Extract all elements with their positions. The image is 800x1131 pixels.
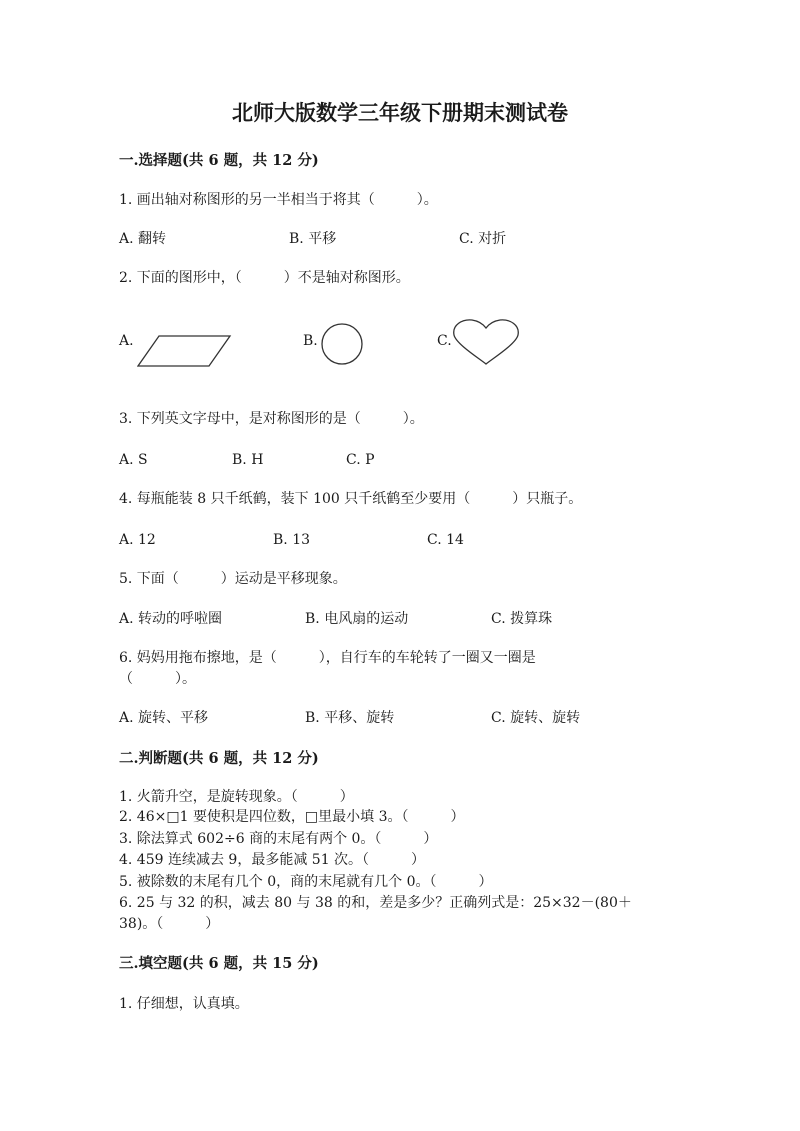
question-2-option-c: C. xyxy=(437,333,452,349)
question-6-option-c: C. 旋转、旋转 xyxy=(491,710,581,726)
question-5-stem: 5. 下面（ ）运动是平移现象。 xyxy=(119,571,347,587)
question-2-option-a: A. xyxy=(119,333,134,349)
question-1-option-a: A. 翻转 xyxy=(119,231,167,247)
question-2-option-b: B. xyxy=(303,333,318,349)
question-3-option-a: A. S xyxy=(119,452,148,468)
question-1-option-b: B. 平移 xyxy=(289,231,337,247)
question-5-option-a: A. 转动的呼啦圈 xyxy=(119,611,223,627)
question-2-stem: 2. 下面的图形中，（ ）不是轴对称图形。 xyxy=(119,270,410,286)
question-1-stem: 1. 画出轴对称图形的另一半相当于将其（ ）。 xyxy=(119,192,438,208)
parallelogram-figure xyxy=(137,333,233,369)
question-3-option-c: C. P xyxy=(346,452,375,468)
fill-blank-question-1: 1. 仔细想，认真填。 xyxy=(119,996,249,1012)
judgment-item-1: 1. 火箭升空，是旋转现象。（ ） xyxy=(119,789,354,805)
judgment-item-2: 2. 46×□1 要使积是四位数，□里最小填 3。（ ） xyxy=(119,809,465,825)
judgment-item-4: 4. 459 连续减去 9，最多能减 51 次。（ ） xyxy=(119,852,426,868)
question-5-option-b: B. 电风扇的运动 xyxy=(305,611,409,627)
question-6-option-b: B. 平移、旋转 xyxy=(305,710,395,726)
circle-figure xyxy=(320,322,366,368)
heart-figure xyxy=(450,318,522,368)
question-3-option-b: B. H xyxy=(232,452,264,468)
question-4-stem: 4. 每瓶能装 8 只千纸鹤，装下 100 只千纸鹤至少要用（ ）只瓶子。 xyxy=(119,491,583,507)
question-4-option-b: B. 13 xyxy=(273,532,311,548)
question-6-stem-line1: 6. 妈妈用拖布擦地，是（ ），自行车的车轮转了一圈又一圈是 xyxy=(119,650,536,666)
section-heading-judgment: 二.判断题(共 6 题，共 12 分) xyxy=(119,750,319,767)
question-6-stem-line2: （ ）。 xyxy=(119,671,196,687)
question-6-option-a: A. 旋转、平移 xyxy=(119,710,209,726)
question-4-option-a: A. 12 xyxy=(119,532,156,548)
question-1-option-c: C. 对折 xyxy=(459,231,507,247)
question-3-stem: 3. 下列英文字母中，是对称图形的是（ ）。 xyxy=(119,411,424,427)
judgment-item-5: 5. 被除数的末尾有几个 0，商的末尾就有几个 0。（ ） xyxy=(119,874,493,890)
page-title: 北师大版数学三年级下册期末测试卷 xyxy=(232,100,568,125)
section-heading-fill-blank: 三.填空题(共 6 题，共 15 分) xyxy=(119,955,319,972)
judgment-item-3: 3. 除法算式 602÷6 商的末尾有两个 0。（ ） xyxy=(119,831,438,847)
question-5-option-c: C. 拨算珠 xyxy=(491,611,553,627)
judgment-item-6-line2: 38)。（ ） xyxy=(119,916,220,932)
judgment-item-6-line1: 6. 25 与 32 的积，减去 80 与 38 的和，差是多少？正确列式是：25×32－(80＋ xyxy=(119,895,632,911)
question-4-option-c: C. 14 xyxy=(427,532,464,548)
section-heading-choice: 一.选择题(共 6 题，共 12 分) xyxy=(119,152,319,169)
